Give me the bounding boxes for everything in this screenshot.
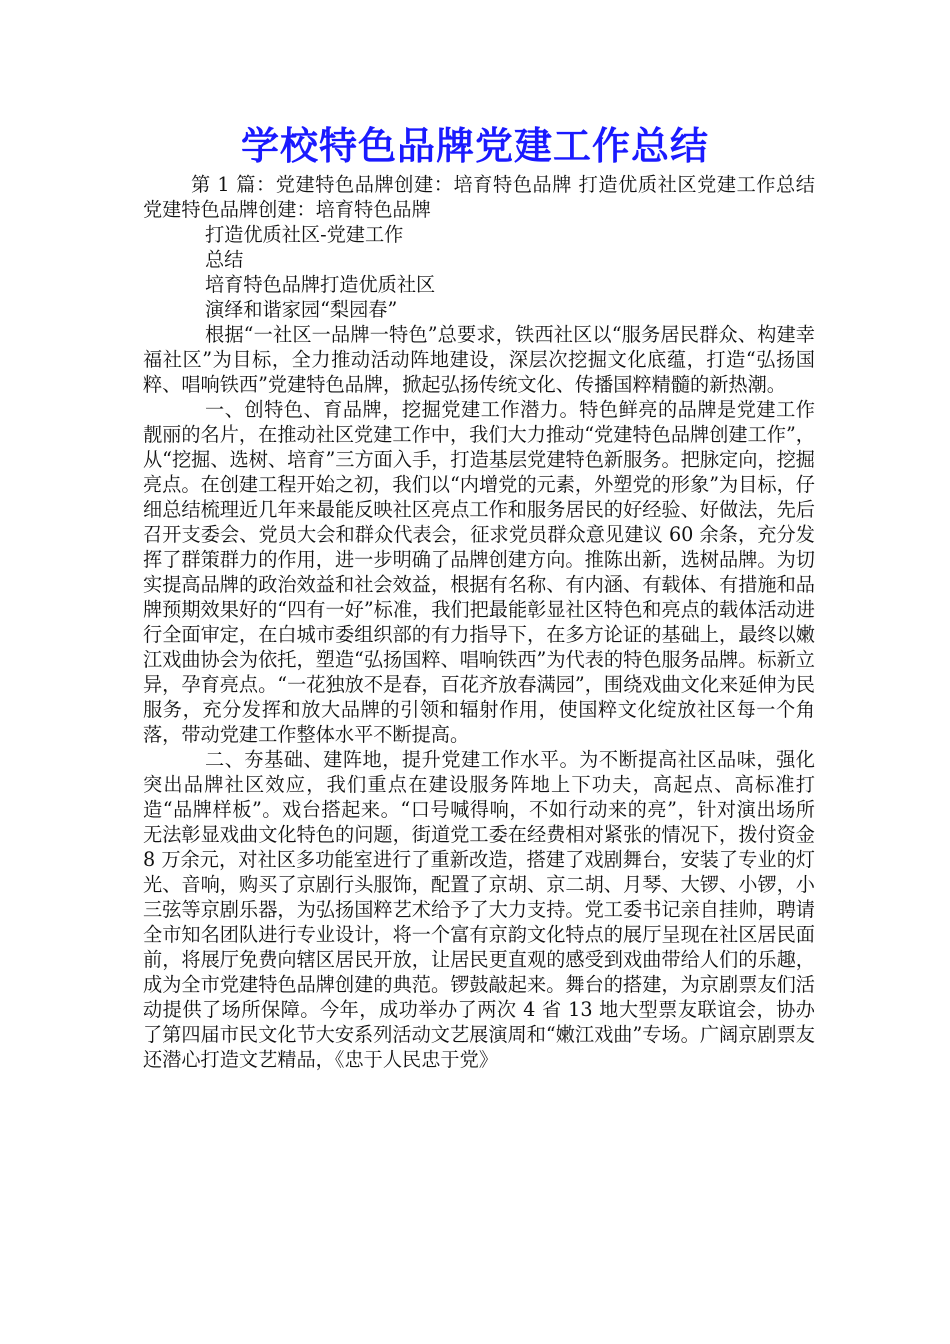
paragraph-subtitle-3: 培育特色品牌打造优质社区 xyxy=(205,273,436,296)
paragraph-body-1: 根据“一社区一品牌一特色”总要求，铁西社区以“服务居民群众、构建幸福社区”为目标，全力推动活动阵地建设，深层次挖掘文化底蕴，打造“弘扬国粹、唱响铁西”党建特色品牌，掀起弘扬传统文化、传播国粹精髓的新热潮。 xyxy=(143,323,815,396)
paragraph-subtitle-1: 打造优质社区-党建工作 xyxy=(205,223,404,246)
paragraph-intro: 第 1 篇：党建特色品牌创建：培育特色品牌 打造优质社区党建工作总结 党建特色品牌创建：培育特色品牌 xyxy=(143,173,815,221)
paragraph-subtitle-2: 总结 xyxy=(205,248,244,271)
paragraph-body-2: 一、创特色、育品牌，挖掘党建工作潜力。特色鲜亮的品牌是党建工作靓丽的名片，在推动社区党建工作中，我们大力推动“党建特色品牌创建工作”，从“挖掘、选树、培育”三方面入手，打造基层党建特色新服务。把脉定向，挖掘亮点。在创建工程开始之初，我们以“内增党的元素，外塑党的形象”为目标，仔细总结梳理近几年来最能反映社区亮点工作和服务居民的好经验、好做法，先后召开支委会、党员大会和群众代表会，征求党员群众意见建议 60 余条，充分发挥了群策群力的作用，进一步明确了品牌创建方向。推陈出新，选树品牌。为切实提高品牌的政治效益和社会效益，根据有名称、有内涵、有载体、有措施和品牌预期效果好的“四有一好”标准，我们把最能彰显社区特色和亮点的载体活动进行全面审定，在白城市委组织部的有力指导下，在多方论证的基础上，最终以嫩江戏曲协会为依托，塑造“弘扬国粹、唱响铁西”为代表的特色服务品牌。标新立异，孕育亮点。“一花独放不是春，百花齐放春满园”，围绕戏曲文化来延伸为民服务，充分发挥和放大品牌的引领和辐射作用，使国粹文化绽放社区每一个角落，带动党建工作整体水平不断提高。 xyxy=(143,398,815,746)
paragraph-subtitle-4: 演绎和谐家园“梨园春” xyxy=(205,298,398,321)
document-title: 学校特色品牌党建工作总结 xyxy=(240,123,709,168)
document-body xyxy=(143,172,815,1072)
paragraph-body-3: 二、夯基础、建阵地，提升党建工作水平。为不断提高社区品味，强化突出品牌社区效应，我们重点在建设服务阵地上下功夫，高起点、高标准打造“品牌样板”。戏台搭起来。“口号喊得响，不如行动来的亮”，针对演出场所无法彰显戏曲文化特色的问题，街道党工委在经费相对紧张的情况下，拨付资金 8 万余元，对社区多功能室进行了重新改造，搭建了戏剧舞台，安装了专业的灯光、音响，购买了京剧行头服饰，配置了京胡、京二胡、月琴、大锣、小锣，小三弦等京剧乐器，为弘扬国粹艺术给予了大力支持。党工委书记亲自挂帅，聘请全市知名团队进行专业设计，将一个富有京韵文化特点的展厅呈现在社区居民面前，将展厅免费向辖区居民开放，让居民更直观的感受到戏曲带给人们的乐趣，成为全市党建特色品牌创建的典范。锣鼓敲起来。舞台的搭建，为京剧票友们活动提供了场所保障。今年，成功举办了两次 4 省 13 地大型票友联谊会，协办了第四届市民文化节大安系列活动文艺展演周和“嫩江戏曲”专场。广阔京剧票友还潜心打造文艺精品，《忠于人民忠于党》 xyxy=(143,748,815,1071)
